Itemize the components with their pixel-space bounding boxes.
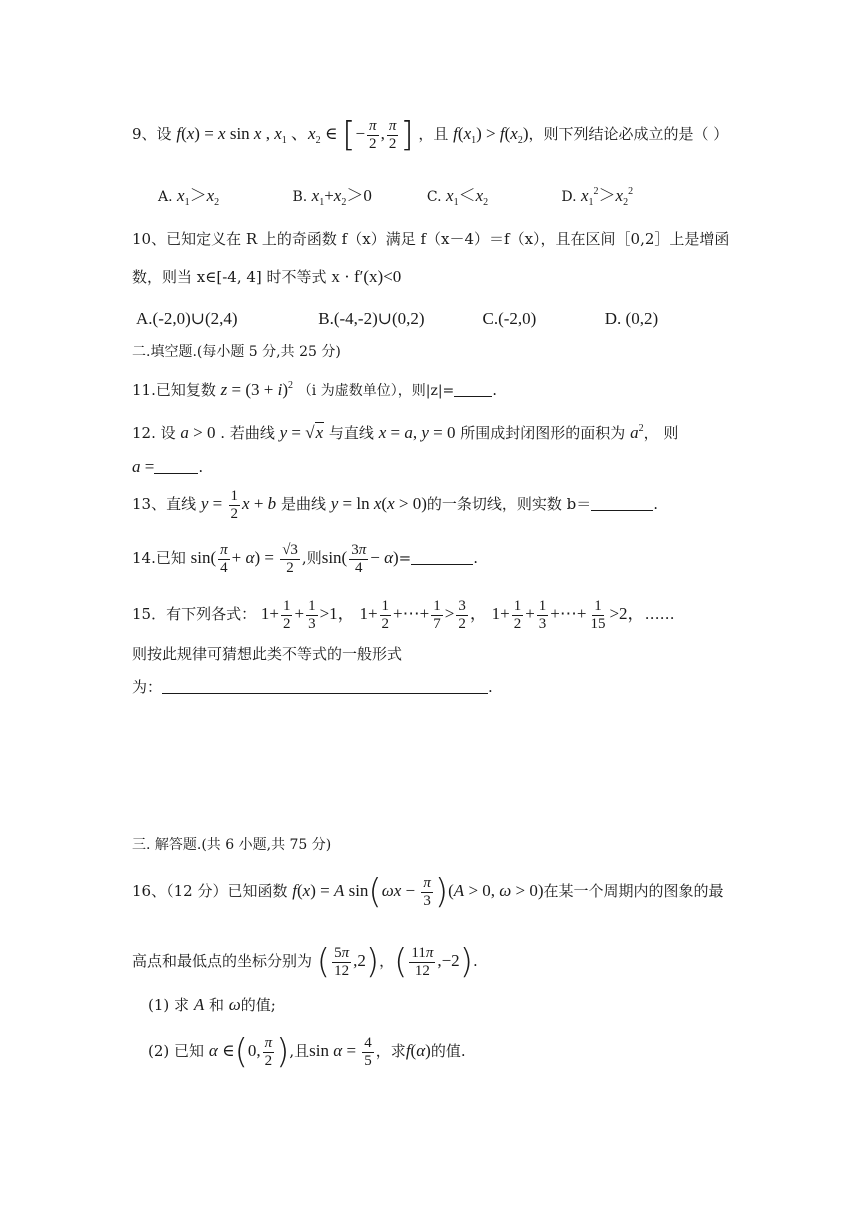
q9-option-d: D. $x_1^2>x_2^2$ [561, 186, 634, 208]
question-9: 9、设 f(x) = x sin x , $x_1$ 、$x_2$ ∈ [− $\frac{\pi}{2}$ , $\frac{\pi}{2}$ ] ，且 $f(x_1) > f(x_2)$，则下列结论必成立的是（ ） [132, 115, 729, 155]
q12-answer-blank[interactable] [154, 473, 198, 474]
q9-options [158, 187, 633, 208]
q13-answer-blank[interactable] [591, 510, 653, 511]
q9-option-c: C. $x_1<x_2$ [426, 186, 489, 208]
q9-option-b: B. $x_1+x_2>0$ [292, 186, 372, 208]
q10-option-a: A.(-2,0)∪(2,4) [136, 309, 238, 328]
q10-option-b: B.(-4,-2)∪(0,2) [318, 309, 425, 328]
question-15: 15．有下列各式： 1+ $\frac{1}{2}$ + $\frac{1}{3}$ >1， 1+ $\frac{1}{2}$ +⋯+ $\frac{1}{7}$ > $\frac{3}{2}$ ， 1+ $\frac{1}{2}$ + $\frac{1}{3}$ +⋯+ $\frac{1}{15}$ >2，…… [132, 598, 675, 632]
section-3-heading: 三. 解答题.(共 6 小题,共 75 分) [132, 837, 332, 853]
q9-option-a: A. $x_1>x_2$ [158, 186, 220, 208]
question-16-part2: (2) 已知 α ∈(0, $\frac{\pi}{2}$ ),且sin α = $\frac{4}{5}$ ，求f(α)的值. [148, 1032, 466, 1072]
q14-answer-blank[interactable] [411, 564, 473, 565]
question-12-line2: a = . [132, 457, 204, 476]
section-2-heading: 二.填空题.(每小题 5 分,共 25 分) [132, 344, 341, 360]
question-16: 16、（12 分）已知函数 f(x) = A sin(ωx − $\frac{\pi}{3}$ )(A > 0, ω > 0)在某一个周期内的图象的最 [132, 872, 724, 912]
question-12-line1: 12. 设 a > 0 . 若曲线 y = √x 与直线 x = a, y = 0 所围成封闭图形的面积为 $a^2$， 则 [132, 423, 679, 442]
question-15-line3: 为： . [132, 678, 493, 696]
question-16-part1: (1) 求 A 和 ω的值; [148, 995, 276, 1014]
q11-answer-blank[interactable] [454, 396, 492, 397]
q10-inequality: x · f′(x)<0 [331, 267, 402, 286]
question-11: 11.已知复数 $z = (3 + i)^2$ （i 为虚数单位），则|z|= . [132, 380, 498, 399]
question-14: 14.已知 sin( $\frac{\pi}{4}$ + α) = $\frac{√3}{2}$ ,则sin( $\frac{3\pi}{4}$ − α)= . [132, 542, 479, 576]
q15-answer-blank[interactable] [162, 693, 488, 694]
q10-options [136, 310, 658, 327]
q10-option-d: D. (0,2) [604, 309, 659, 328]
q10-option-c: C.(-2,0) [482, 309, 537, 328]
question-10-line1: 10、已知定义在 R 上的奇函数 f（x）满足 f（x－4）＝f（x），且在区间［0,2］上是增函 [132, 230, 730, 248]
question-13: 13、直线 y = $\frac{1}{2}$ x + b 是曲线 y = ln x(x > 0)的一条切线，则实数 b＝ . [132, 488, 659, 522]
q9-condition: $f(x_1) > f(x_2)$ [453, 124, 529, 146]
q9-function: f(x) = x sin x , $x_1$ 、$x_2$ ∈ [176, 124, 338, 146]
question-15-line2: 则按此规律可猜想此类不等式的一般形式 [132, 645, 403, 663]
question-10-line2: 数，则当 x∈[-4, 4] 时不等式 x · f′(x)<0 [132, 267, 402, 286]
question-16-line2: 高点和最低点的坐标分别为 ( $\frac{5\pi}{12}$ ,2)，( $\frac{11\pi}{12}$ ,−2). [132, 942, 478, 982]
